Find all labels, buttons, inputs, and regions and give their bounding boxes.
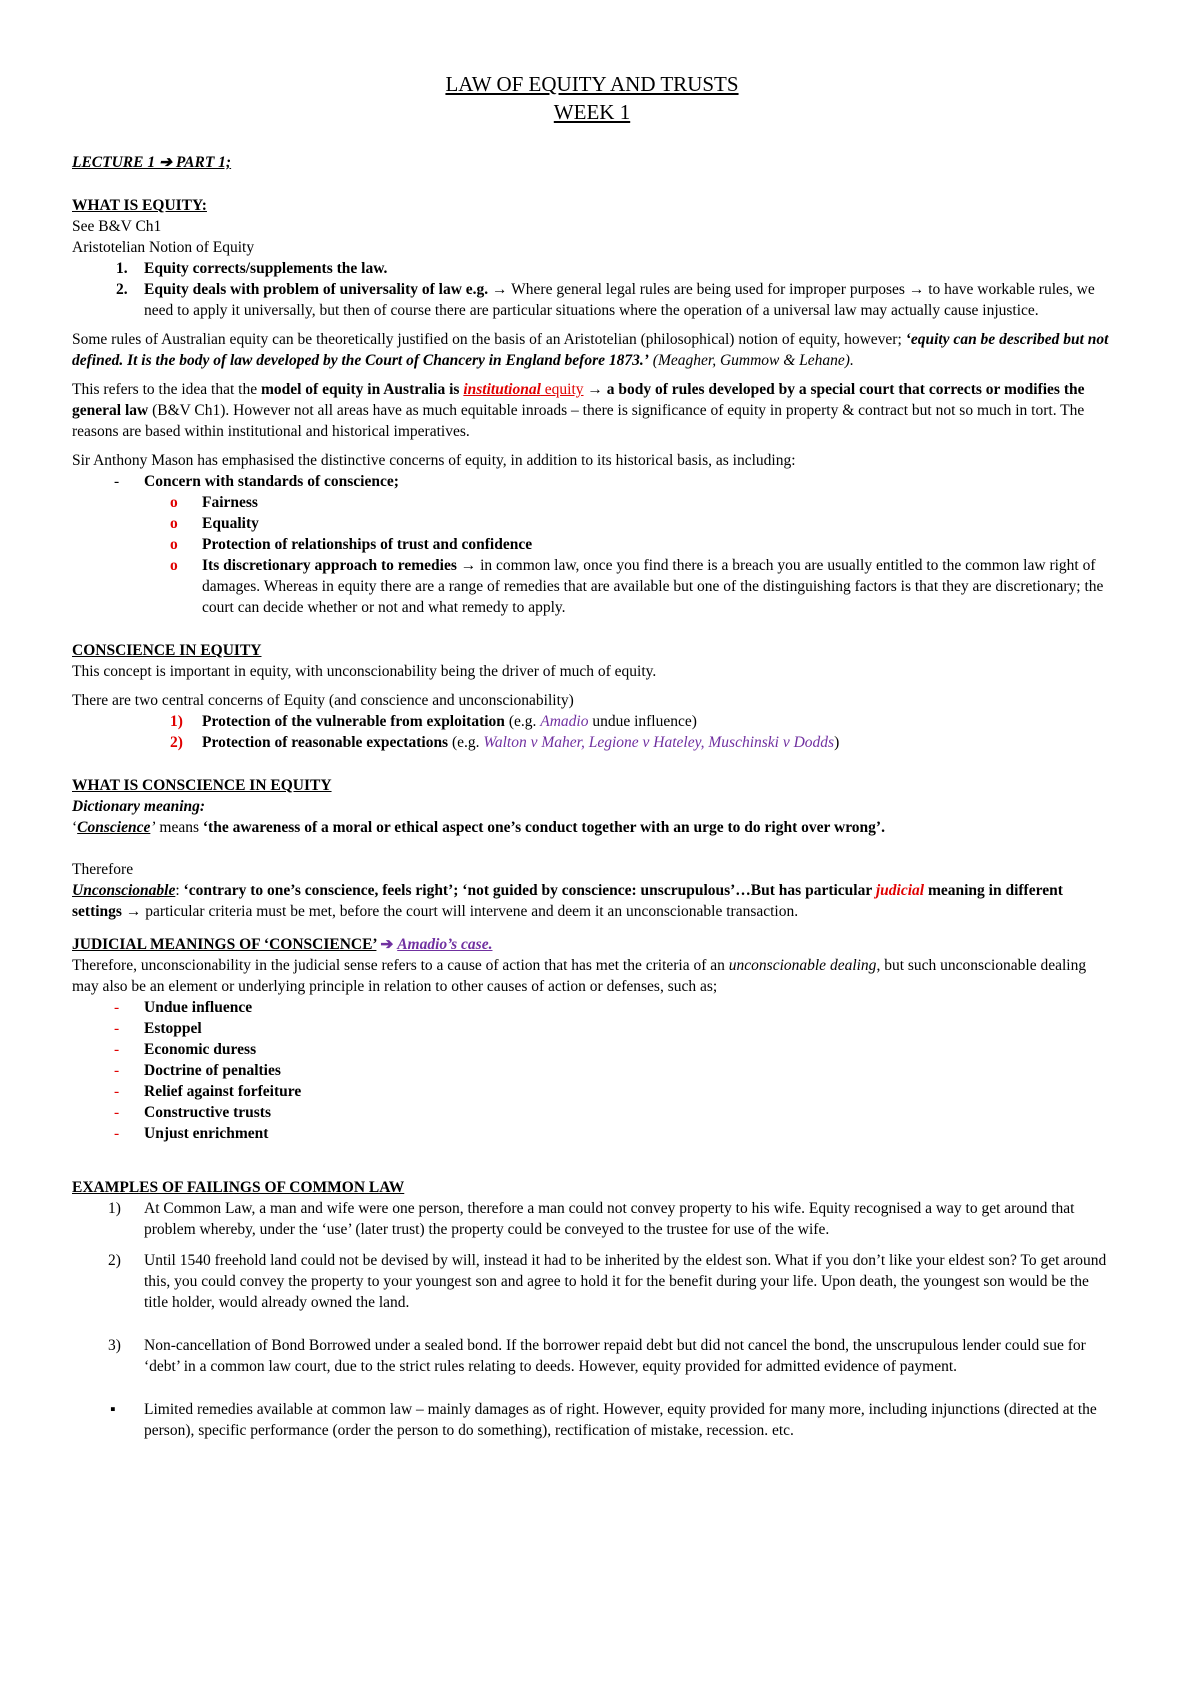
paragraph-text: This refers to the idea that the [72,381,261,398]
reference-line: See B&V Ch1 [72,218,162,235]
bullet-icon: o [170,557,178,574]
document-subtitle: WEEK 1 [553,100,631,124]
list-item [72,534,1112,555]
highlight-text: equity [540,381,584,398]
lecture-heading: LECTURE 1 ➔ PART 1; [72,154,232,171]
list-item [72,997,1112,1018]
list-item [72,1399,1112,1441]
paragraph [72,955,1112,997]
dash-icon: - [114,1083,120,1100]
section-what-is-equity [72,195,1112,618]
subheading: Dictionary meaning: [72,798,206,815]
list-item [72,279,1112,321]
list-item-text: → Where general legal rules are being used for improper purposes → to have workable rules, we need to apply it universally, but then of course there are particular situations where the operation of a universal law may actually cause injustice. [144,281,1095,319]
dash-icon: - [114,473,120,490]
bold-text: a body of rules developed by a special court that corrects or modifies the general law [72,381,1085,419]
list-item-text: Until 1540 freehold land could not be devised by will, instead it had to be inherited by the eldest son. What if you don’t like your eldest son? To get around this, you could convey the property to your youngest son and agree to hold it for the benefit during your life. Upon death, the youngest son would be the title holder, would already owned the land. [144,1252,1107,1311]
dash-icon: - [114,1020,120,1037]
list-item [72,471,1112,492]
list-item-bold: Undue influence [144,999,253,1016]
paragraph: There are two central concerns of Equity (and conscience and unconscionability) [72,692,574,709]
list-item-bold: Equality [202,515,259,532]
paragraph [72,379,1112,442]
list-item-text: (e.g. [448,734,484,751]
numbered-list [72,258,1112,321]
quote-mark: ’ [150,819,156,836]
paragraph-text: Therefore, unconscionability in the judicial sense refers to a cause of action that has met the criteria of an [72,957,729,974]
list-item-text: Non-cancellation of Bond Borrowed under a sealed bond. If the borrower repaid debt but did not cancel the bond, the unscrupulous lender could sue for ‘debt’ in a common law court, due to the strict rules relating to deeds. However, equity provided for admitted evidence of payment. [144,1337,1086,1375]
numbered-list [72,1198,1112,1441]
list-item-text: → in common law, once you find there is a breach you are usually entitled to the common law right of damages. Whereas in equity there are a range of remedies that are available but one of the distinguishing factors is that they are discretionary; the court can decide whether or not and what remedy to apply. [202,557,1104,616]
dash-icon: - [114,1062,120,1079]
bullet-icon: o [170,515,178,532]
dash-list [72,997,1112,1144]
list-item-bold: Protection of the vulnerable from exploitation [202,713,505,730]
list-item [72,1039,1112,1060]
list-item-bold: Relief against forfeiture [144,1083,302,1100]
list-item-bold: Unjust enrichment [144,1125,269,1142]
list-item-text: undue influence) [588,713,697,730]
definition-text: ‘the awareness of a moral or ethical aspect one’s conduct together with an urge to do right over wrong’. [202,819,885,836]
list-item [72,1250,1112,1313]
section-conscience-in-equity [72,640,1112,753]
section-heading: WHAT IS CONSCIENCE IN EQUITY [72,777,332,794]
numbered-list [72,711,1112,753]
term: Conscience [77,819,151,836]
paragraph: Therefore [72,861,134,878]
list-number: 1) [170,713,183,730]
paragraph-text: , but such unconscionable dealing may also be an element or underlying principle in relation to other causes of action or defenses, such as; [72,957,1087,995]
quote-text: ‘equity can be described but not defined. It is the body of law developed by the Court of Chancery in England before 1873.’ [72,331,1109,369]
list-number: 2) [108,1252,121,1269]
italic-text: unconscionable dealing [728,957,877,974]
list-item-text: At Common Law, a man and wife were one person, therefore a man could not convey property to his wife. Equity recognised a way to get around that problem whereby, under the ‘use’ (later trust) the property could be conveyed to the trustee for use of the wife. [144,1200,1075,1238]
highlight-text: institutional [463,381,541,398]
list-number: 1. [116,260,128,277]
case-name: Amadio’s case. [397,936,493,953]
list-item-text: (e.g. [504,713,541,730]
paragraph-text: Some rules of Australian equity can be theoretically justified on the basis of an Aristotelian (philosophical) notion of equity, however; [72,331,906,348]
bold-text: model of equity in Australia is [260,381,464,398]
list-item-bold: Equity deals with problem of universality of law e.g. [144,281,489,298]
list-item [72,1198,1112,1240]
list-number: 2. [116,281,128,298]
dash-icon: - [114,999,120,1016]
dash-list [72,471,1112,618]
citation-text: (Meagher, Gummow & Lehane). [648,352,854,369]
list-item-bold: Constructive trusts [144,1104,271,1121]
dash-icon: - [114,1041,120,1058]
paragraph [72,817,902,838]
list-item-text: ) [834,734,840,751]
section-heading: WHAT IS EQUITY: [72,197,207,214]
paragraph-text: : [175,882,184,899]
list-item [72,513,1112,534]
section-heading: JUDICIAL MEANINGS OF ‘CONSCIENCE’ [72,936,377,953]
section-heading: EXAMPLES OF FAILINGS OF COMMON LAW [72,1179,405,1196]
dash-icon: - [114,1104,120,1121]
case-name: Amadio [540,713,589,730]
list-item [72,1060,1112,1081]
list-item-bold: Its discretionary approach to remedies [202,557,457,574]
list-item [72,555,1112,618]
section-judicial-meanings [72,934,1112,1144]
paragraph [72,880,1112,922]
paragraph [72,329,1112,371]
highlight-text: judicial [875,882,925,899]
list-item-text: Limited remedies available at common law – mainly damages as of right. However, equity provided for many more, including injunctions (directed at the person), specific performance (order the person to do something), rectification of mistake, recession. etc. [144,1401,1097,1439]
list-number: 3) [108,1337,121,1354]
list-item [72,732,1112,753]
list-item-bold: Doctrine of penalties [144,1062,281,1079]
list-item [72,1123,1112,1144]
arrow-icon: ➔ [376,936,398,953]
bullet-icon: o [170,536,178,553]
case-name: Walton v Maher, Legione v Hateley, Muschinski v Dodds [483,734,835,751]
paragraph: Sir Anthony Mason has emphasised the distinctive concerns of equity, in addition to its historical basis, as including: [72,452,796,469]
document-title: LAW OF EQUITY AND TRUSTS [445,72,739,96]
list-item-bold: Concern with standards of conscience; [144,473,399,490]
term: Unconscionable [72,882,176,899]
bold-text: ‘contrary to one’s conscience, feels right’; ‘not guided by conscience: unscrupulous’…But has particular [183,882,876,899]
list-item [72,1335,1112,1377]
arrow-icon: → [583,381,607,398]
list-number: 1) [108,1200,121,1217]
section-what-is-conscience [72,775,1112,922]
quote-mark: ‘ [72,819,78,836]
list-item-bold: Equity corrects/supplements the law. [144,260,388,277]
paragraph-text: means [155,819,203,836]
list-item [72,711,1112,732]
list-number: 2) [170,734,183,751]
list-item [72,1018,1112,1039]
bullet-icon: o [170,494,178,511]
dash-icon: - [114,1125,120,1142]
list-item-bold: Fairness [202,494,258,511]
list-item-bold: Economic duress [144,1041,257,1058]
section-heading: CONSCIENCE IN EQUITY [72,642,262,659]
bullet-icon: ▪ [110,1401,116,1418]
document-page [72,70,1112,1441]
notion-line: Aristotelian Notion of Equity [72,239,255,256]
section-examples [72,1177,1112,1441]
list-item-bold: Protection of relationships of trust and confidence [202,536,533,553]
list-item [72,1102,1112,1123]
list-item-bold: Protection of reasonable expectations [202,734,449,751]
paragraph: This concept is important in equity, with unconscionability being the driver of much of equity. [72,663,657,680]
list-item-bold: Estoppel [144,1020,202,1037]
section-heading-line [72,934,1112,955]
paragraph-text: → particular criteria must be met, before the court will intervene and deem it an unconscionable transaction. [121,903,799,920]
bold-text: meaning in different settings [72,882,1063,920]
list-item [72,258,1112,279]
list-item [72,492,1112,513]
paragraph-text: (B&V Ch1). However not all areas have as much equitable inroads – there is significance of equity in property & contract but not so much in tort. The reasons are based within institutional and historical imperatives. [72,402,1085,440]
list-item [72,1081,1112,1102]
